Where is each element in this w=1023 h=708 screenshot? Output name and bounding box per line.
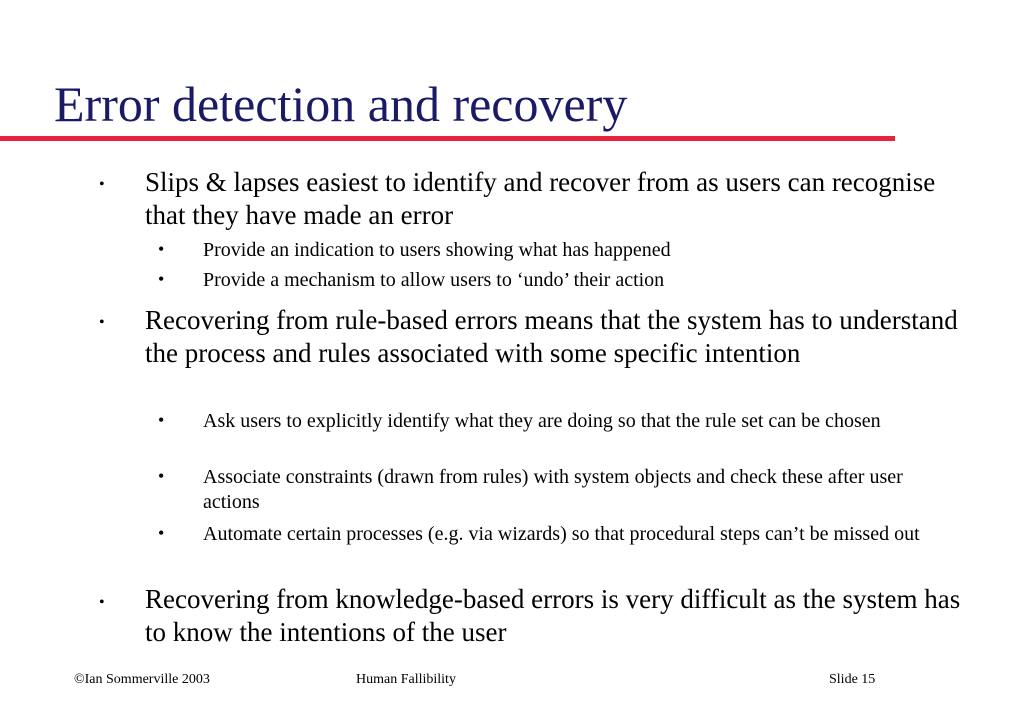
bullet-icon: • <box>99 594 105 611</box>
sub-bullet-icon: • <box>158 269 165 289</box>
bullet-item: Slips & lapses easiest to identify and recover from as users can recognise that they have made an error <box>145 167 936 230</box>
bullet-item: Recovering from knowledge-based errors is very difficult as the system has to know the intentions of the user <box>145 584 961 647</box>
footer-copyright: ©Ian Sommerville 2003 <box>74 672 210 687</box>
footer-topic: Human Fallibility <box>356 672 456 687</box>
sub-bullet-item: Provide an indication to users showing what has happened <box>203 239 671 261</box>
sub-bullet-item: Ask users to explicitly identify what they are doing so that the rule set can be chosen <box>203 410 881 432</box>
footer-slide-number: Slide 15 <box>829 672 876 687</box>
bullet-icon: • <box>99 176 105 193</box>
sub-bullet-item: Automate certain processes (e.g. via wizards) so that procedural steps can’t be missed out <box>203 523 920 545</box>
sub-bullet-icon: • <box>158 523 165 543</box>
sub-bullet-icon: • <box>158 410 165 430</box>
sub-bullet-icon: • <box>158 239 165 259</box>
title-underline <box>0 136 895 141</box>
bullet-item: Recovering from rule-based errors means that the system has to understand the process and rules associated with some specific intention <box>145 305 958 368</box>
sub-bullet-icon: • <box>158 466 165 486</box>
sub-bullet-item: Associate constraints (drawn from rules) with system objects and check these after user actions <box>203 466 903 513</box>
sub-bullet-item: Provide a mechanism to allow users to ‘undo’ their action <box>203 269 665 291</box>
slide-title: Error detection and recovery <box>54 76 628 132</box>
bullet-icon: • <box>99 314 105 331</box>
